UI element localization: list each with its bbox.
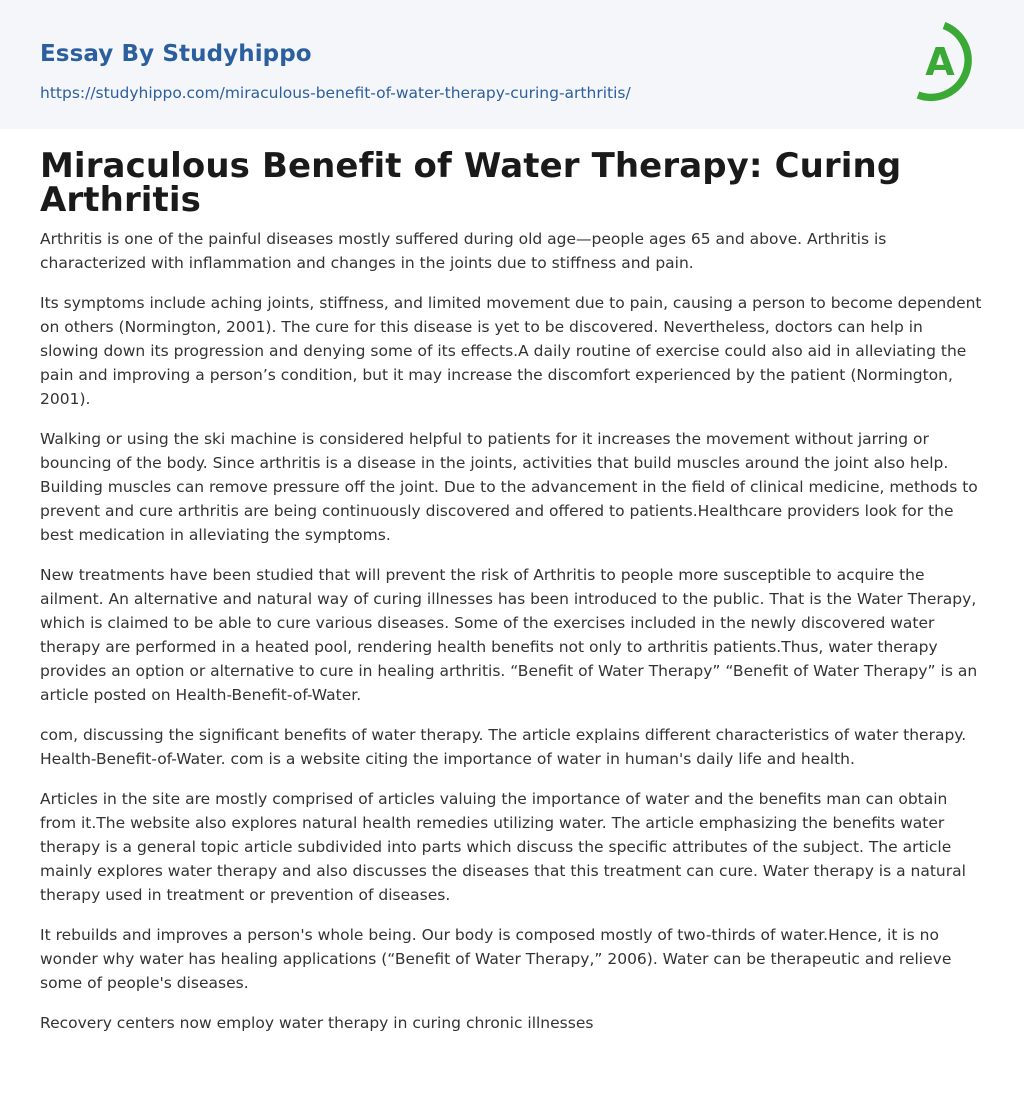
article (40, 146, 985, 1035)
article-paragraph: It rebuilds and improves a person's whole being. Our body is composed mostly of two-thirds of water.Hence, it is no wonder why water has healing applications (“Benefit of Water Therapy,” 2006). Water can be therapeutic and relieve some of people's diseases. (40, 926, 952, 992)
article-paragraph: Arthritis is one of the painful diseases mostly suffered during old age—people ages 65 and above. Arthritis is characterized with inflammation and changes in the joints due to stiffness and pain. (40, 230, 887, 272)
essay-url-link[interactable]: https://studyhippo.com/miraculous-benefit-of-water-therapy-curing-arthritis/ (40, 84, 631, 102)
logo-letter: A (925, 40, 955, 84)
site-brand[interactable]: Essay By Studyhippo (40, 41, 312, 67)
article-title: Miraculous Benefit of Water Therapy: Curing Arthritis (40, 146, 902, 220)
site-header (0, 0, 1024, 129)
article-paragraph: Walking or using the ski machine is considered helpful to patients for it increases the movement without jarring or bouncing of the body. Since arthritis is a disease in the joints, activities that build muscles around the joint also help. Building muscles can remove pressure off the joint. Due to the advancement in the field of clinical medicine, methods to prevent and cure arthritis are being continuously discovered and offered to patients.Healthcare providers look for the best medication in alleviating the symptoms. (40, 430, 978, 544)
article-paragraph: com, discussing the significant benefits of water therapy. The article explains different characteristics of water therapy. Health-Benefit-of-Water. com is a website citing the importance of water in human's daily life and health. (40, 726, 967, 768)
article-paragraph: Its symptoms include aching joints, stiffness, and limited movement due to pain, causing a person to become dependent on others (Normington, 2001). The cure for this disease is yet to be discovered. Nevertheless, doctors can help in slowing down its progression and denying some of its effects.A daily routine of exercise could also aid in alleviating the pain and improving a person’s condition, but it may increase the discomfort experienced by the patient (Normington, 2001). (40, 294, 982, 408)
studyhippo-logo-icon[interactable] (912, 20, 986, 104)
article-paragraph: Articles in the site are mostly comprised of articles valuing the importance of water and the benefits man can obtain from it.The website also explores natural health remedies utilizing water. The article emphasizing the benefits water therapy is a general topic article subdivided into parts which discuss the specific attributes of the subject. The article mainly explores water therapy and also discusses the diseases that this treatment can cure. Water therapy is a natural therapy used in treatment or prevention of diseases. (40, 790, 966, 904)
article-paragraph: New treatments have been studied that will prevent the risk of Arthritis to people more susceptible to acquire the ailment. An alternative and natural way of curing illnesses has been introduced to the public. That is the Water Therapy, which is claimed to be able to cure various diseases. Some of the exercises included in the newly discovered water therapy are performed in a heated pool, rendering health benefits not only to arthritis patients.Thus, water therapy provides an option or alternative to cure in healing arthritis. “Benefit of Water Therapy” “Benefit of Water Therapy” is an article posted on Health-Benefit-of-Water. (40, 566, 978, 704)
article-paragraph: Recovery centers now employ water therapy in curing chronic illnesses (40, 1014, 594, 1032)
